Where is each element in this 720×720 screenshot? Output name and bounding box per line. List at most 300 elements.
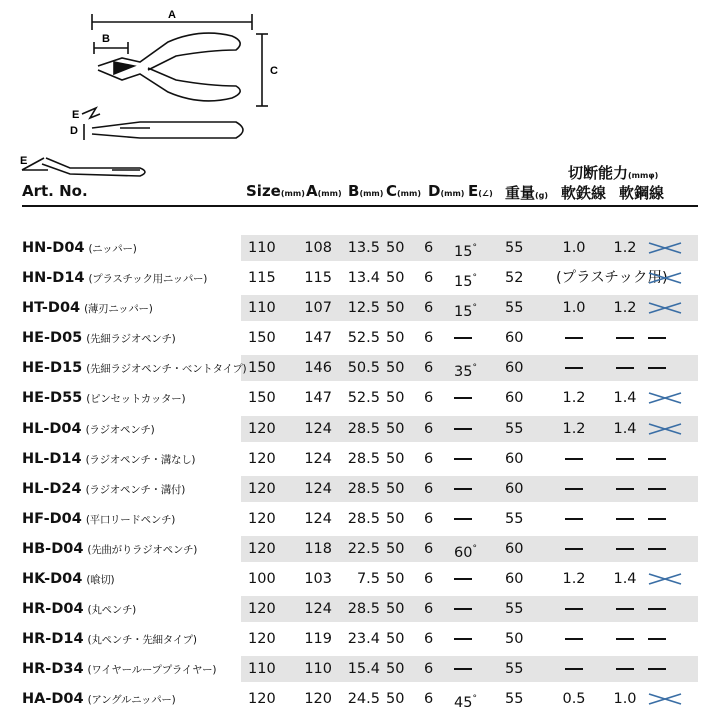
steel-cell-value: 1.2 bbox=[613, 300, 637, 317]
dim-c-cell bbox=[386, 263, 412, 293]
angle-e-cell bbox=[454, 383, 490, 413]
dim-b-cell bbox=[338, 564, 380, 594]
dim-a-cell bbox=[302, 414, 332, 444]
cutting-icon-cell bbox=[648, 383, 686, 413]
dim-b-cell-value: 7.5 bbox=[356, 571, 380, 588]
dim-d-cell bbox=[424, 504, 440, 534]
dash-mark bbox=[565, 668, 583, 670]
dim-a-cell-value: 120 bbox=[304, 691, 332, 708]
steel-cell-value: 1.4 bbox=[613, 420, 637, 437]
dim-b-cell-value: 15.4 bbox=[347, 661, 380, 678]
cutting-icon-cell bbox=[648, 263, 686, 293]
art-no: HF-D04 bbox=[22, 510, 82, 527]
soft-iron-cell-value: 1.2 bbox=[562, 420, 586, 437]
table-row bbox=[0, 534, 720, 564]
dim-c-cell-value: 50 bbox=[386, 601, 405, 618]
soft-iron-cell-value: 1.2 bbox=[562, 571, 586, 588]
dash-mark bbox=[454, 668, 472, 670]
cutting-icon-cell bbox=[648, 444, 686, 474]
dash-mark bbox=[616, 458, 634, 460]
angle-e-cell bbox=[454, 504, 490, 534]
cutting-icon-cell bbox=[648, 504, 686, 534]
weight-cell bbox=[505, 564, 531, 594]
dim-c-cell bbox=[386, 233, 412, 263]
dim-a-cell bbox=[302, 353, 332, 383]
weight-cell bbox=[505, 293, 531, 323]
product-name: (喰切) bbox=[86, 574, 115, 587]
weight-cell-value: 52 bbox=[505, 270, 524, 287]
product-name: (先細ラジオペンチ) bbox=[86, 333, 176, 346]
dash-mark bbox=[616, 367, 634, 369]
weight-cell bbox=[505, 594, 531, 624]
angle-e-cell bbox=[454, 624, 490, 654]
art-no-cell bbox=[22, 624, 197, 654]
dim-d-cell bbox=[424, 293, 440, 323]
table-row bbox=[0, 233, 720, 263]
art-no: HL-D24 bbox=[22, 480, 82, 497]
dim-c-cell-value: 50 bbox=[386, 631, 405, 648]
blade-icon bbox=[648, 271, 682, 285]
weight-cell-value: 60 bbox=[505, 330, 524, 347]
steel-cell bbox=[610, 594, 640, 624]
dim-c-cell bbox=[386, 323, 412, 353]
dim-b-cell bbox=[338, 323, 380, 353]
angle-e-cell-value: 15 bbox=[454, 243, 473, 260]
dash-mark bbox=[454, 428, 472, 430]
weight-cell-value: 55 bbox=[505, 420, 524, 437]
dim-b-cell-value: 13.5 bbox=[347, 240, 380, 256]
soft-iron-cell bbox=[556, 383, 592, 413]
size-cell-value: 120 bbox=[248, 601, 276, 618]
art-no-cell bbox=[22, 654, 216, 684]
soft-iron-cell bbox=[556, 444, 592, 474]
cutting-icon-cell bbox=[648, 414, 686, 444]
product-name: (丸ペンチ・先細タイプ) bbox=[87, 634, 197, 647]
dim-b-cell bbox=[338, 684, 380, 714]
dim-c-cell-value: 50 bbox=[386, 240, 405, 256]
dim-d-cell bbox=[424, 474, 440, 504]
header-art-no: Art. No. bbox=[22, 182, 88, 200]
steel-cell bbox=[610, 383, 640, 413]
dim-c-cell bbox=[386, 684, 412, 714]
art-no-cell bbox=[22, 383, 185, 413]
header-c: C(mm) bbox=[386, 182, 421, 200]
header-steel: 軟鋼線 bbox=[619, 184, 665, 202]
dim-b-cell bbox=[338, 263, 380, 293]
size-cell-value: 120 bbox=[248, 631, 276, 648]
soft-iron-cell-value: 1.0 bbox=[562, 300, 586, 317]
art-no: HL-D14 bbox=[22, 450, 82, 467]
weight-cell bbox=[505, 624, 531, 654]
size-cell-value: 120 bbox=[248, 420, 276, 437]
dash-mark bbox=[648, 548, 666, 550]
dash-mark bbox=[616, 608, 634, 610]
steel-cell bbox=[610, 624, 640, 654]
dim-d-cell-value: 6 bbox=[424, 601, 434, 618]
degree-mark: ° bbox=[472, 273, 477, 284]
dash-mark bbox=[565, 367, 583, 369]
art-no: HL-D04 bbox=[22, 420, 82, 437]
weight-cell bbox=[505, 353, 531, 383]
dim-c-cell bbox=[386, 444, 412, 474]
dim-c-cell-value: 50 bbox=[386, 360, 405, 377]
art-no-cell bbox=[22, 564, 114, 594]
dash-mark bbox=[454, 397, 472, 399]
dim-b-cell-value: 28.5 bbox=[347, 510, 380, 527]
size-cell-value: 120 bbox=[248, 510, 276, 527]
weight-cell-value: 55 bbox=[505, 240, 524, 256]
weight-cell bbox=[505, 684, 531, 714]
cutting-icon-cell bbox=[648, 233, 686, 263]
soft-iron-cell-value: 0.5 bbox=[562, 691, 586, 708]
dash-mark bbox=[648, 337, 666, 339]
dash-mark bbox=[616, 548, 634, 550]
dim-a-cell bbox=[302, 323, 332, 353]
steel-cell bbox=[610, 353, 640, 383]
art-no-cell bbox=[22, 353, 246, 383]
header-cutting-capacity: 切断能力(mmφ) bbox=[568, 164, 659, 182]
weight-cell bbox=[505, 383, 531, 413]
dim-b-cell-value: 28.5 bbox=[347, 420, 380, 437]
art-no: HA-D04 bbox=[22, 691, 84, 708]
dash-mark bbox=[565, 518, 583, 520]
weight-cell bbox=[505, 444, 531, 474]
size-cell-value: 120 bbox=[248, 450, 276, 467]
weight-cell-value: 55 bbox=[505, 691, 524, 708]
dim-d-cell-value: 6 bbox=[424, 631, 434, 648]
size-cell-value: 120 bbox=[248, 480, 276, 497]
dash-mark bbox=[565, 608, 583, 610]
cutting-icon-cell bbox=[648, 594, 686, 624]
header-weight: 重量(g) bbox=[505, 184, 549, 202]
weight-cell-value: 60 bbox=[505, 540, 524, 557]
dim-d-cell bbox=[424, 353, 440, 383]
dim-a-cell bbox=[302, 534, 332, 564]
size-cell-value: 100 bbox=[248, 571, 276, 588]
angle-e-cell bbox=[454, 444, 490, 474]
dim-b-cell-value: 50.5 bbox=[347, 360, 380, 377]
weight-cell bbox=[505, 233, 531, 263]
angle-e-cell bbox=[454, 534, 490, 564]
dim-b-cell bbox=[338, 414, 380, 444]
dim-c-cell-value: 50 bbox=[386, 691, 405, 708]
dash-mark bbox=[616, 337, 634, 339]
dim-b-cell-value: 13.4 bbox=[347, 270, 380, 287]
angle-e-cell bbox=[454, 414, 490, 444]
table-row bbox=[0, 654, 720, 684]
product-name: (平口リードペンチ) bbox=[85, 513, 176, 526]
art-no-cell bbox=[22, 684, 175, 714]
dash-mark bbox=[565, 488, 583, 490]
dim-a-cell-value: 107 bbox=[304, 300, 332, 317]
header-soft-iron: 軟鉄線 bbox=[561, 184, 607, 202]
dim-a-cell-value: 147 bbox=[304, 390, 332, 407]
dim-c-cell bbox=[386, 504, 412, 534]
table-row bbox=[0, 684, 720, 714]
blade-icon bbox=[648, 241, 682, 255]
dim-a-cell-value: 147 bbox=[304, 330, 332, 347]
size-cell-value: 150 bbox=[248, 330, 276, 347]
dim-b-cell-value: 52.5 bbox=[347, 390, 380, 407]
dim-a-cell-value: 110 bbox=[304, 661, 332, 678]
size-cell-value: 120 bbox=[248, 540, 276, 557]
weight-cell bbox=[505, 414, 531, 444]
header-divider bbox=[22, 205, 698, 207]
art-no: HK-D04 bbox=[22, 571, 83, 588]
dim-label-c: C bbox=[270, 65, 278, 77]
weight-cell-value: 60 bbox=[505, 390, 524, 407]
steel-cell bbox=[610, 323, 640, 353]
dash-mark bbox=[454, 578, 472, 580]
dim-a-cell-value: 124 bbox=[304, 601, 332, 618]
dim-b-cell bbox=[338, 444, 380, 474]
dim-c-cell-value: 50 bbox=[386, 571, 405, 588]
dim-c-cell bbox=[386, 414, 412, 444]
dim-d-cell-value: 6 bbox=[424, 420, 434, 437]
art-no: HR-D14 bbox=[22, 631, 84, 648]
art-no-cell bbox=[22, 474, 185, 504]
steel-cell bbox=[610, 504, 640, 534]
dim-d-cell bbox=[424, 444, 440, 474]
dim-d-cell-value: 6 bbox=[424, 270, 434, 287]
steel-cell bbox=[610, 414, 640, 444]
dim-c-cell-value: 50 bbox=[386, 510, 405, 527]
dim-a-cell-value: 115 bbox=[304, 270, 332, 287]
dim-d-cell bbox=[424, 564, 440, 594]
product-name: (ピンセットカッター) bbox=[86, 393, 186, 406]
dim-c-cell-value: 50 bbox=[386, 300, 405, 317]
size-cell bbox=[248, 444, 288, 474]
angle-e-cell bbox=[454, 263, 490, 293]
angle-e-cell-value: 60 bbox=[454, 544, 473, 561]
soft-iron-cell bbox=[556, 654, 592, 684]
dash-mark bbox=[648, 668, 666, 670]
table-row bbox=[0, 293, 720, 323]
table-row bbox=[0, 353, 720, 383]
art-no-cell bbox=[22, 323, 175, 353]
dim-d-cell-value: 6 bbox=[424, 390, 434, 407]
size-cell bbox=[248, 383, 288, 413]
dash-mark bbox=[565, 548, 583, 550]
dim-a-cell bbox=[302, 383, 332, 413]
dim-c-cell-value: 50 bbox=[386, 480, 405, 497]
dash-mark bbox=[648, 638, 666, 640]
dim-c-cell-value: 50 bbox=[386, 661, 405, 678]
dash-mark bbox=[616, 518, 634, 520]
steel-cell bbox=[610, 233, 640, 263]
product-name: (先曲がりラジオペンチ) bbox=[87, 543, 198, 556]
dim-d-cell-value: 6 bbox=[424, 691, 434, 708]
dash-mark bbox=[648, 608, 666, 610]
header-b: B(mm) bbox=[348, 182, 384, 200]
product-name: (薄刃ニッパー) bbox=[84, 303, 153, 316]
header-d: D(mm) bbox=[428, 182, 465, 200]
soft-iron-cell bbox=[556, 474, 592, 504]
weight-cell bbox=[505, 654, 531, 684]
size-cell bbox=[248, 353, 288, 383]
weight-cell bbox=[505, 534, 531, 564]
table-row bbox=[0, 564, 720, 594]
steel-cell bbox=[610, 293, 640, 323]
art-no-cell bbox=[22, 444, 195, 474]
dim-c-cell bbox=[386, 624, 412, 654]
dash-mark bbox=[616, 668, 634, 670]
angle-e-cell bbox=[454, 323, 490, 353]
blade-icon bbox=[648, 572, 682, 586]
dim-d-cell bbox=[424, 594, 440, 624]
dim-b-cell-value: 28.5 bbox=[347, 601, 380, 618]
art-no-cell bbox=[22, 263, 207, 293]
steel-cell bbox=[610, 564, 640, 594]
dim-label-d: D bbox=[70, 125, 78, 137]
dim-d-cell-value: 6 bbox=[424, 300, 434, 317]
dim-b-cell bbox=[338, 474, 380, 504]
dim-b-cell-value: 23.4 bbox=[347, 631, 380, 648]
art-no-cell bbox=[22, 534, 197, 564]
dim-c-cell bbox=[386, 594, 412, 624]
weight-cell bbox=[505, 504, 531, 534]
cutting-icon-cell bbox=[648, 293, 686, 323]
blade-icon bbox=[648, 692, 682, 706]
weight-cell-value: 60 bbox=[505, 480, 524, 497]
dim-a-cell-value: 118 bbox=[304, 540, 332, 557]
size-cell-value: 110 bbox=[248, 240, 276, 256]
art-no: HR-D04 bbox=[22, 601, 84, 618]
dim-d-cell-value: 6 bbox=[424, 480, 434, 497]
dim-d-cell bbox=[424, 534, 440, 564]
product-name: (丸ペンチ) bbox=[87, 604, 136, 617]
soft-iron-cell bbox=[556, 504, 592, 534]
angle-e-cell-value: 15 bbox=[454, 304, 473, 321]
weight-cell-value: 60 bbox=[505, 571, 524, 588]
dim-a-cell bbox=[302, 654, 332, 684]
product-name: (アングルニッパー) bbox=[87, 694, 176, 707]
art-no-cell bbox=[22, 233, 137, 263]
dim-a-cell-value: 146 bbox=[304, 360, 332, 377]
dim-d-cell bbox=[424, 654, 440, 684]
weight-cell-value: 50 bbox=[505, 631, 524, 648]
dim-a-cell-value: 108 bbox=[304, 240, 332, 256]
dim-c-cell bbox=[386, 353, 412, 383]
dim-c-cell bbox=[386, 654, 412, 684]
dim-d-cell-value: 6 bbox=[424, 540, 434, 557]
cutting-icon-cell bbox=[648, 323, 686, 353]
size-cell bbox=[248, 414, 288, 444]
art-no: HE-D05 bbox=[22, 330, 83, 347]
table-row bbox=[0, 323, 720, 353]
cutting-icon-cell bbox=[648, 534, 686, 564]
dim-a-cell bbox=[302, 504, 332, 534]
size-cell bbox=[248, 474, 288, 504]
size-cell bbox=[248, 263, 288, 293]
size-cell-value: 110 bbox=[248, 300, 276, 317]
art-no-cell bbox=[22, 504, 175, 534]
dim-a-cell-value: 103 bbox=[304, 571, 332, 588]
degree-mark: ° bbox=[472, 243, 477, 253]
size-cell bbox=[248, 654, 288, 684]
dim-c-cell-value: 50 bbox=[386, 420, 405, 437]
blade-icon bbox=[648, 391, 682, 405]
dash-mark bbox=[648, 518, 666, 520]
weight-cell-value: 60 bbox=[505, 450, 524, 467]
dim-b-cell bbox=[338, 624, 380, 654]
dash-mark bbox=[616, 638, 634, 640]
cutting-icon-cell bbox=[648, 624, 686, 654]
size-cell bbox=[248, 293, 288, 323]
art-no: HB-D04 bbox=[22, 540, 84, 557]
dim-label-a: A bbox=[168, 9, 176, 21]
steel-cell bbox=[610, 684, 640, 714]
table-row bbox=[0, 444, 720, 474]
size-cell bbox=[248, 233, 288, 263]
dash-mark bbox=[616, 488, 634, 490]
header-a: A(mm) bbox=[306, 182, 342, 200]
dash-mark bbox=[565, 337, 583, 339]
dash-mark bbox=[454, 488, 472, 490]
dim-b-cell-value: 52.5 bbox=[347, 330, 380, 347]
product-name: (ラジオペンチ) bbox=[85, 423, 155, 436]
dim-d-cell bbox=[424, 624, 440, 654]
degree-mark: ° bbox=[472, 303, 477, 314]
size-cell bbox=[248, 534, 288, 564]
product-name: (ラジオペンチ・溝付) bbox=[85, 483, 186, 496]
product-name: (先細ラジオペンチ・ベントタイプ) bbox=[86, 363, 247, 376]
dim-b-cell-value: 28.5 bbox=[347, 450, 380, 467]
dim-b-cell bbox=[338, 504, 380, 534]
table-row bbox=[0, 504, 720, 534]
angle-e-cell-value: 45 bbox=[454, 695, 473, 712]
art-no: HE-D15 bbox=[22, 360, 83, 377]
size-cell bbox=[248, 684, 288, 714]
table-row bbox=[0, 414, 720, 444]
table-row bbox=[0, 474, 720, 504]
angle-e-cell bbox=[454, 684, 490, 714]
product-table bbox=[0, 233, 720, 715]
dim-a-cell-value: 124 bbox=[304, 480, 332, 497]
dim-c-cell bbox=[386, 383, 412, 413]
dash-mark bbox=[648, 458, 666, 460]
dim-b-cell bbox=[338, 293, 380, 323]
dim-d-cell-value: 6 bbox=[424, 360, 434, 377]
plier-dimension-diagram bbox=[0, 0, 300, 180]
dim-d-cell bbox=[424, 263, 440, 293]
size-cell-value: 150 bbox=[248, 390, 276, 407]
cutting-icon-cell bbox=[648, 474, 686, 504]
art-no: HN-D14 bbox=[22, 270, 85, 287]
angle-e-cell bbox=[454, 474, 490, 504]
weight-cell-value: 55 bbox=[505, 661, 524, 678]
dim-a-cell-value: 124 bbox=[304, 420, 332, 437]
soft-iron-cell-value: 1.2 bbox=[562, 390, 586, 407]
dash-mark bbox=[454, 337, 472, 339]
dim-a-cell bbox=[302, 594, 332, 624]
weight-cell bbox=[505, 323, 531, 353]
dim-d-cell-value: 6 bbox=[424, 510, 434, 527]
dim-a-cell-value: 119 bbox=[304, 631, 332, 648]
steel-cell-value: 1.4 bbox=[613, 390, 637, 407]
angle-e-cell-value: 35 bbox=[454, 364, 473, 381]
table-row bbox=[0, 383, 720, 413]
dim-a-cell bbox=[302, 444, 332, 474]
cutting-icon-cell bbox=[648, 353, 686, 383]
steel-cell-value: 1.0 bbox=[613, 691, 637, 708]
steel-cell bbox=[610, 654, 640, 684]
dim-c-cell bbox=[386, 293, 412, 323]
degree-mark: ° bbox=[472, 694, 477, 705]
dim-b-cell bbox=[338, 383, 380, 413]
soft-iron-cell bbox=[556, 564, 592, 594]
weight-cell-value: 55 bbox=[505, 510, 524, 527]
